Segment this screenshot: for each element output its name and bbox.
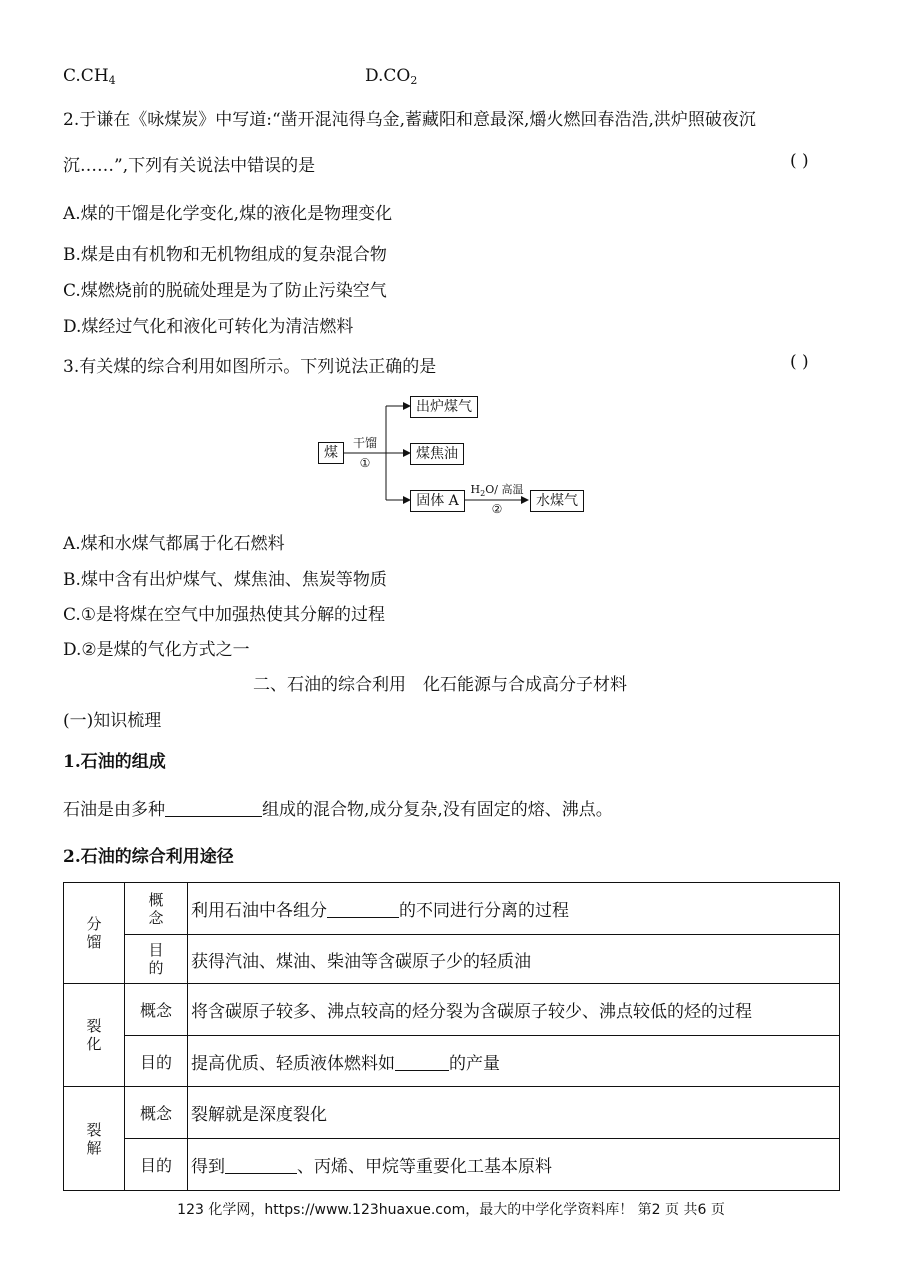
cat-pyrolysis: 裂解 bbox=[64, 1087, 125, 1191]
desc-cell: 获得汽油、煤油、柴油等含碳原子少的轻质油 bbox=[188, 935, 840, 984]
table-row bbox=[64, 1087, 840, 1139]
q3-answer-paren: ( ) bbox=[790, 352, 809, 372]
blank-fuel bbox=[395, 1056, 449, 1071]
desc-cell: 将含碳原子较多、沸点较高的烃分裂为含碳原子较少、沸点较低的烃的过程 bbox=[188, 984, 840, 1036]
step2-num: ② bbox=[491, 502, 503, 516]
q3-option-c: C.①是将煤在空气中加强热使其分解的过程 bbox=[63, 605, 386, 625]
q2-option-a: A.煤的干馏是化学变化,煤的液化是物理变化 bbox=[63, 204, 393, 224]
page-footer: 123 化学网，https://www.123huaxue.com，最大的中学化学资料库！ 第2 页 共6 页 bbox=[177, 1202, 725, 1218]
out2-box: 煤焦油 bbox=[410, 443, 464, 465]
q1-option-c: $C.CH_4$ bbox=[63, 66, 116, 87]
table-row bbox=[64, 1036, 840, 1087]
sub-purpose: 目的 bbox=[125, 1139, 188, 1191]
q2-answer-paren: ( ) bbox=[790, 151, 809, 171]
section-title: 二、石油的综合利用 化石能源与合成高分子材料 bbox=[253, 675, 627, 695]
petroleum-utilization-table bbox=[63, 882, 840, 1191]
desc-cell: 得到 、丙烯、甲烷等重要化工基本原料 bbox=[188, 1139, 840, 1191]
desc-cell: 裂解就是深度裂化 bbox=[188, 1087, 840, 1139]
sub-concept: 概念 bbox=[125, 1087, 188, 1139]
blank-boiling bbox=[327, 903, 399, 918]
sub-purpose: 目的 bbox=[125, 935, 188, 984]
q2-option-d: D.煤经过气化和液化可转化为清洁燃料 bbox=[63, 317, 354, 337]
q3-option-d: D.②是煤的气化方式之一 bbox=[63, 640, 250, 660]
coal-box: 煤 bbox=[318, 442, 344, 464]
blank-composition bbox=[165, 802, 262, 817]
subsection-knowledge: (一)知识梳理 bbox=[63, 711, 162, 731]
table-row bbox=[64, 984, 840, 1036]
q3-option-a: A.煤和水煤气都属于化石燃料 bbox=[63, 534, 285, 554]
blank-ethylene bbox=[225, 1159, 297, 1174]
petroleum-composition-text: 石油是由多种 组成的混合物,成分复杂,没有固定的熔、沸点。 bbox=[63, 800, 613, 820]
desc-cell: 提高优质、轻质液体燃料如 的产量 bbox=[188, 1036, 840, 1087]
out1-box: 出炉煤气 bbox=[410, 396, 478, 418]
cat-cracking: 裂化 bbox=[64, 984, 125, 1087]
desc-cell: 利用石油中各组分 的不同进行分离的过程 bbox=[188, 883, 840, 935]
out3-box: 固体 A bbox=[410, 490, 465, 512]
cat-distillation: 分馏 bbox=[64, 883, 125, 984]
table-row bbox=[64, 935, 840, 984]
q2-stem-line2: 沉……”,下列有关说法中错误的是 bbox=[63, 156, 316, 176]
sub-concept: 概念 bbox=[125, 984, 188, 1036]
step1-label: 干馏 bbox=[352, 436, 377, 450]
q3-option-b: B.煤中含有出炉煤气、煤焦油、焦炭等物质 bbox=[63, 570, 387, 590]
step2-label: $H_2O/$ 高温 bbox=[470, 483, 524, 498]
q1-option-d: $D.CO_2$ bbox=[365, 66, 418, 87]
table-row bbox=[64, 883, 840, 935]
final-box: 水煤气 bbox=[530, 490, 584, 512]
q2-option-c: C.煤燃烧前的脱硫处理是为了防止污染空气 bbox=[63, 281, 387, 301]
q3-stem: 3.有关煤的综合利用如图所示。下列说法正确的是 bbox=[63, 357, 437, 377]
q2-stem-line1: 2.于谦在《咏煤炭》中写道:“凿开混沌得乌金,蓄藏阳和意最深,爝火燃回春浩浩,洪炉照破夜沉 bbox=[63, 110, 756, 130]
q2-option-b: B.煤是由有机物和无机物组成的复杂混合物 bbox=[63, 245, 387, 265]
table-row bbox=[64, 1139, 840, 1191]
heading-utilization: 2.石油的综合利用途径 bbox=[63, 847, 234, 867]
step1-num: ① bbox=[359, 456, 371, 470]
heading-petroleum-composition: 1.石油的组成 bbox=[63, 752, 166, 772]
sub-purpose: 目的 bbox=[125, 1036, 188, 1087]
sub-concept: 概念 bbox=[125, 883, 188, 935]
